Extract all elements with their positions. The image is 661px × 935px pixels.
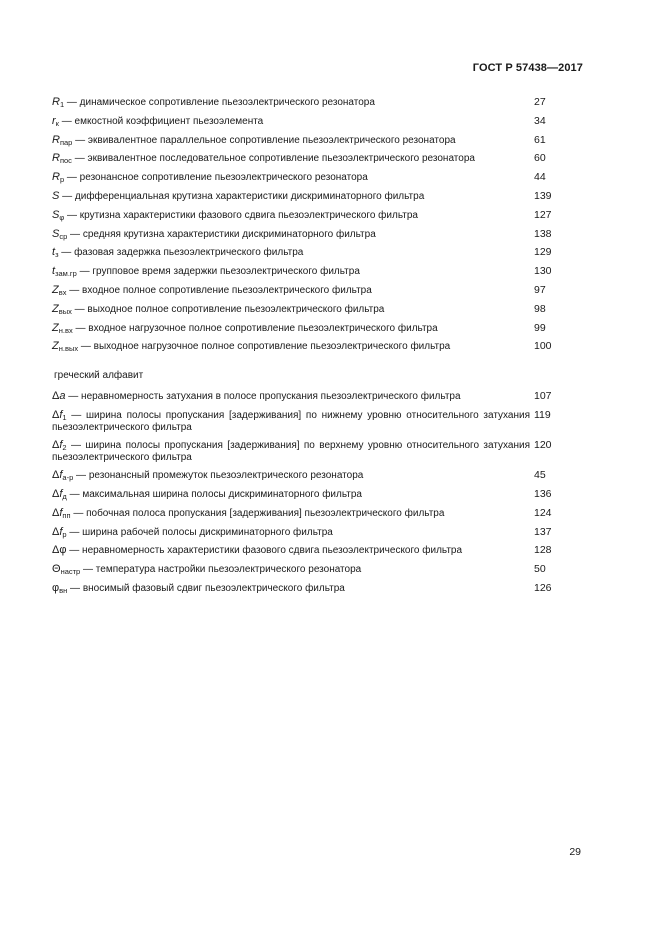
- symbol: a: [59, 390, 66, 403]
- symbol: Z: [52, 321, 59, 334]
- symbol-index: [52, 96, 564, 601]
- entry-page-ref: 99: [534, 321, 546, 334]
- symbol-subscript: φ: [59, 212, 65, 222]
- entry-term: [52, 544, 530, 557]
- greek-symbol: Δ: [52, 409, 60, 422]
- greek-symbol: Δ: [52, 506, 60, 519]
- greek-section-heading: греческий алфавит: [54, 370, 144, 382]
- symbol-subscript: н.вых: [58, 344, 79, 354]
- entry-page-ref: 107: [534, 390, 552, 403]
- entry-page-ref: 126: [534, 581, 552, 594]
- entry-page-ref: 124: [534, 506, 552, 519]
- entry-description: — входное нагрузочное полное сопротивление пьезоэлектрического фильтра: [72, 322, 438, 334]
- entry-page-ref: 34: [534, 114, 546, 127]
- greek-symbol: φ: [52, 581, 60, 594]
- index-entry: [52, 228, 564, 241]
- entry-term: [52, 582, 530, 595]
- symbol-subscript: 2: [62, 443, 67, 453]
- greek-symbol: Δ: [52, 439, 60, 452]
- entry-term: [52, 507, 530, 520]
- entry-term: [52, 284, 530, 297]
- entry-description: — средняя крутизна характеристики дискриминаторного фильтра: [67, 228, 376, 240]
- entry-description: — эквивалентное последовательное сопротивление пьезоэлектрического резонатора: [71, 153, 475, 165]
- symbol: S: [52, 208, 60, 221]
- greek-symbol: Δφ: [52, 544, 67, 557]
- entry-description: — температура настройки пьезоэлектрического резонатора: [80, 564, 362, 576]
- entry-term: [52, 488, 530, 501]
- entry-term: [52, 390, 530, 403]
- symbol-subscript: ср: [59, 231, 68, 241]
- entry-term: [52, 246, 530, 259]
- entry-description: — неравномерность характеристики фазового сдвига пьезоэлектрического фильтра: [66, 545, 463, 557]
- index-entry: [52, 507, 564, 520]
- entry-term: [52, 190, 530, 203]
- entry-page-ref: 100: [534, 340, 552, 353]
- symbol: R: [52, 171, 60, 184]
- symbol: f: [59, 469, 63, 482]
- symbol: R: [52, 96, 60, 108]
- index-entry: [52, 469, 564, 482]
- symbol-subscript: пар: [59, 137, 73, 147]
- index-entry: [52, 390, 564, 403]
- symbol: r: [52, 114, 56, 127]
- entry-description: — входное полное сопротивление пьезоэлектрического фильтра: [66, 284, 372, 296]
- entry-description: — выходное нагрузочное полное сопротивление пьезоэлектрического фильтра: [78, 341, 451, 353]
- entry-page-ref: 45: [534, 469, 546, 482]
- entry-term: [52, 134, 530, 147]
- entry-page-ref: 129: [534, 246, 552, 259]
- entry-description: — эквивалентное параллельное сопротивление пьезоэлектрического резонатора: [72, 134, 456, 146]
- index-entry: [52, 563, 564, 576]
- entry-page-ref: 130: [534, 265, 552, 278]
- index-entry: [52, 265, 564, 278]
- entry-term: [52, 96, 530, 109]
- symbol-subscript: н.вх: [58, 325, 73, 335]
- symbol-subscript: к: [55, 118, 59, 128]
- entry-description: — ширина полосы пропускания [задерживания] по нижнему уровню относительного затухания пьезоэлектрического фильтра: [52, 410, 530, 434]
- entry-term: [52, 340, 530, 353]
- index-entry: [52, 284, 564, 297]
- symbol-subscript: а-р: [62, 473, 74, 483]
- entry-term: [52, 209, 530, 222]
- entry-description: — неравномерность затухания в полосе пропускания пьезоэлектрического фильтра: [65, 391, 461, 403]
- entry-description: — выходное полное сопротивление пьезоэлектрического фильтра: [71, 303, 385, 315]
- symbol: Z: [52, 340, 59, 353]
- entry-page-ref: 50: [534, 563, 546, 576]
- entry-description: — крутизна характеристики фазового сдвига пьезоэлектрического фильтра: [64, 209, 418, 221]
- index-entry: [52, 544, 564, 557]
- greek-symbol: Δ: [52, 525, 60, 538]
- greek-symbol: Θ: [52, 563, 61, 576]
- entry-description: — емкостной коэффициент пьезоэлемента: [58, 115, 264, 127]
- symbol: Z: [52, 283, 59, 296]
- symbol: f: [59, 487, 63, 500]
- symbol: t: [52, 246, 56, 259]
- entry-description: — ширина полосы пропускания [задерживания] по верхнему уровню относительного затухания пьезоэлектрического фильтра: [52, 440, 530, 464]
- index-entry: [52, 582, 564, 595]
- symbol-subscript: вых: [58, 306, 72, 316]
- index-entry: [52, 115, 564, 128]
- symbol-subscript: вх: [58, 287, 67, 297]
- symbol-subscript: вн: [59, 585, 68, 595]
- index-entry: [52, 439, 564, 464]
- entry-page-ref: 97: [534, 283, 546, 296]
- index-entry: [52, 303, 564, 316]
- greek-symbol: Δ: [52, 469, 60, 482]
- entry-term: [52, 563, 530, 576]
- entry-description: — фазовая задержка пьезоэлектрического фильтра: [58, 247, 304, 259]
- entry-description: — вносимый фазовый сдвиг пьезоэлектрического фильтра: [67, 582, 345, 594]
- entry-description: — дифференциальная крутизна характеристики дискриминаторного фильтра: [59, 190, 425, 202]
- entry-page-ref: 27: [534, 96, 546, 108]
- entry-term: [52, 303, 530, 316]
- index-entry: [52, 134, 564, 147]
- entry-description: — групповое время задержки пьезоэлектрического фильтра: [76, 266, 360, 278]
- entry-page-ref: 119: [534, 409, 551, 422]
- symbol: Z: [52, 302, 59, 315]
- index-entry: [52, 96, 564, 109]
- page-number: 29: [569, 846, 581, 858]
- symbol-subscript: зам.гр: [55, 269, 77, 279]
- entry-page-ref: 139: [534, 189, 552, 202]
- entry-description: — максимальная ширина полосы дискриминаторного фильтра: [66, 488, 362, 500]
- entry-term: [52, 439, 530, 464]
- entry-page-ref: 138: [534, 227, 552, 240]
- index-entry: [52, 209, 564, 222]
- entry-page-ref: 136: [534, 487, 552, 500]
- index-entry: [52, 322, 564, 335]
- entry-page-ref: 127: [534, 208, 552, 221]
- entry-description: — динамическое сопротивление пьезоэлектрического резонатора: [64, 97, 375, 108]
- symbol: S: [52, 227, 60, 240]
- symbol-subscript: 1: [59, 100, 65, 109]
- symbol-subscript: р: [62, 529, 67, 539]
- symbol: f: [59, 439, 63, 452]
- index-entry: [52, 526, 564, 539]
- greek-symbol-list: [52, 390, 564, 595]
- symbol: f: [59, 409, 63, 422]
- entry-term: [52, 228, 530, 241]
- symbol: R: [52, 133, 60, 146]
- symbol: t: [52, 265, 56, 278]
- symbol: f: [59, 525, 63, 538]
- symbol-subscript: пп: [62, 510, 71, 520]
- standard-designation: ГОСТ Р 57438—2017: [472, 62, 583, 74]
- entry-term: [52, 526, 530, 539]
- entry-page-ref: 61: [534, 133, 546, 146]
- index-entry: [52, 488, 564, 501]
- greek-symbol: Δ: [52, 487, 60, 500]
- symbol-subscript: пос: [59, 156, 72, 166]
- index-entry: [52, 190, 564, 203]
- symbol-subscript: д: [62, 491, 67, 501]
- entry-term: [52, 171, 530, 184]
- entry-page-ref: 128: [534, 544, 552, 557]
- entry-description: — побочная полоса пропускания [задерживания] пьезоэлектрического фильтра: [70, 507, 445, 519]
- entry-term: [52, 322, 530, 335]
- entry-description: — резонансный промежуток пьезоэлектрического резонатора: [73, 470, 364, 482]
- entry-page-ref: 98: [534, 302, 546, 315]
- symbol: R: [52, 152, 60, 165]
- index-entry: [52, 409, 564, 434]
- entry-page-ref: 44: [534, 171, 546, 184]
- entry-page-ref: 60: [534, 152, 546, 165]
- entry-term: [52, 265, 530, 278]
- symbol-subscript: р: [59, 175, 65, 185]
- entry-page-ref: 137: [534, 525, 552, 538]
- index-entry: [52, 171, 564, 184]
- latin-symbol-list: [52, 96, 564, 353]
- entry-page-ref: 120: [534, 439, 552, 452]
- symbol-subscript: настр: [60, 567, 81, 577]
- index-entry: [52, 246, 564, 259]
- entry-term: [52, 152, 530, 165]
- entry-term: [52, 409, 530, 434]
- entry-description: — резонансное сопротивление пьезоэлектрического резонатора: [64, 172, 368, 184]
- index-entry: [52, 152, 564, 165]
- symbol-subscript: 1: [62, 413, 67, 423]
- entry-term: [52, 469, 530, 482]
- entry-term: [52, 115, 530, 128]
- index-entry: [52, 340, 564, 353]
- entry-description: — ширина рабочей полосы дискриминаторного фильтра: [66, 526, 333, 538]
- greek-symbol: Δ: [52, 390, 60, 403]
- symbol: S: [52, 189, 60, 202]
- symbol: f: [59, 506, 63, 519]
- symbol-subscript: з: [55, 250, 59, 260]
